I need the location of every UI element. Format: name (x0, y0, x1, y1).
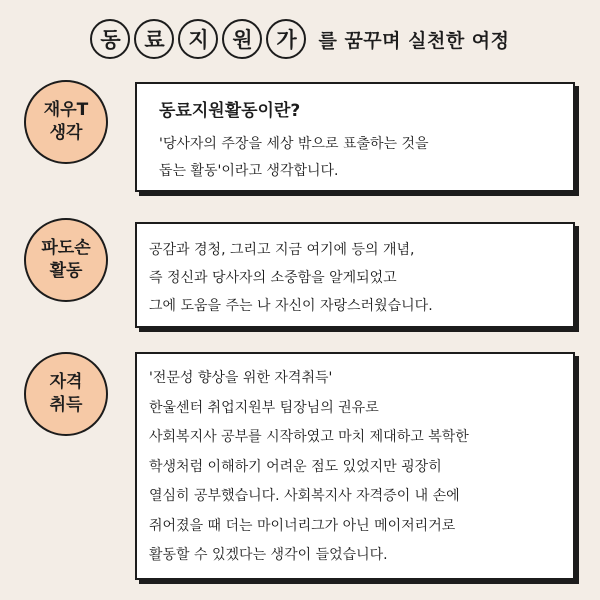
badge-thoughts (24, 80, 108, 164)
badge-line: 생각 (49, 123, 83, 143)
card-text-line: 열심히 공부했습니다. 사회복지사 자격증이 내 손에 (149, 488, 460, 504)
card-text-line: 그에 도움을 주는 나 자신이 자랑스러웠습니다. (149, 298, 433, 314)
card-definition (135, 82, 575, 192)
title-circle-char: 동 (90, 19, 130, 59)
card-text-line: 돕는 활동'이라고 생각합니다. (159, 163, 339, 179)
title-circle-char: 지 (178, 19, 218, 59)
title-rest-text: 를 꿈꾸며 실천한 여정 (318, 29, 510, 52)
badge-line: 활동 (49, 261, 83, 281)
card-text-line: 즉 정신과 당사자의 소중함을 알게되었고 (149, 270, 397, 286)
page-title (0, 19, 600, 59)
card-text-line: 쥐어졌을 때 더는 마이너리그가 아닌 메이저리거로 (149, 517, 456, 534)
card-title: 동료지원활동이란? (159, 101, 301, 121)
card-text-line: 사회복지사 공부를 시작하였고 마치 제대하고 복학한 (149, 429, 469, 445)
badge-line: 파도손 (41, 238, 91, 259)
card-text-line: 활동할 수 있겠다는 생각이 들었습니다. (149, 547, 388, 563)
title-circle-char: 원 (222, 19, 262, 59)
title-circle-char: 료 (134, 19, 174, 59)
card-text-line: '당사자의 주장을 세상 밖으로 표출하는 것을 (159, 136, 429, 152)
card-text-line: '전문성 향상을 위한 자격취득' (149, 370, 333, 386)
card-certification (135, 352, 575, 580)
card-activity (135, 222, 575, 328)
badge-padoson (24, 218, 108, 302)
badge-line: 취득 (49, 395, 83, 415)
badge-certification (24, 352, 108, 436)
badge-line: 자격 (49, 372, 83, 393)
card-text-line: 한울센터 취업지원부 팀장님의 권유로 (149, 399, 379, 416)
card-text-line: 학생처럼 이해하기 어려운 점도 있었지만 굉장히 (149, 458, 442, 475)
card-text-line: 공감과 경청, 그리고 지금 여기에 등의 개념, (149, 242, 415, 258)
title-circle-char: 가 (266, 19, 306, 59)
badge-line: 재우T (43, 100, 89, 121)
